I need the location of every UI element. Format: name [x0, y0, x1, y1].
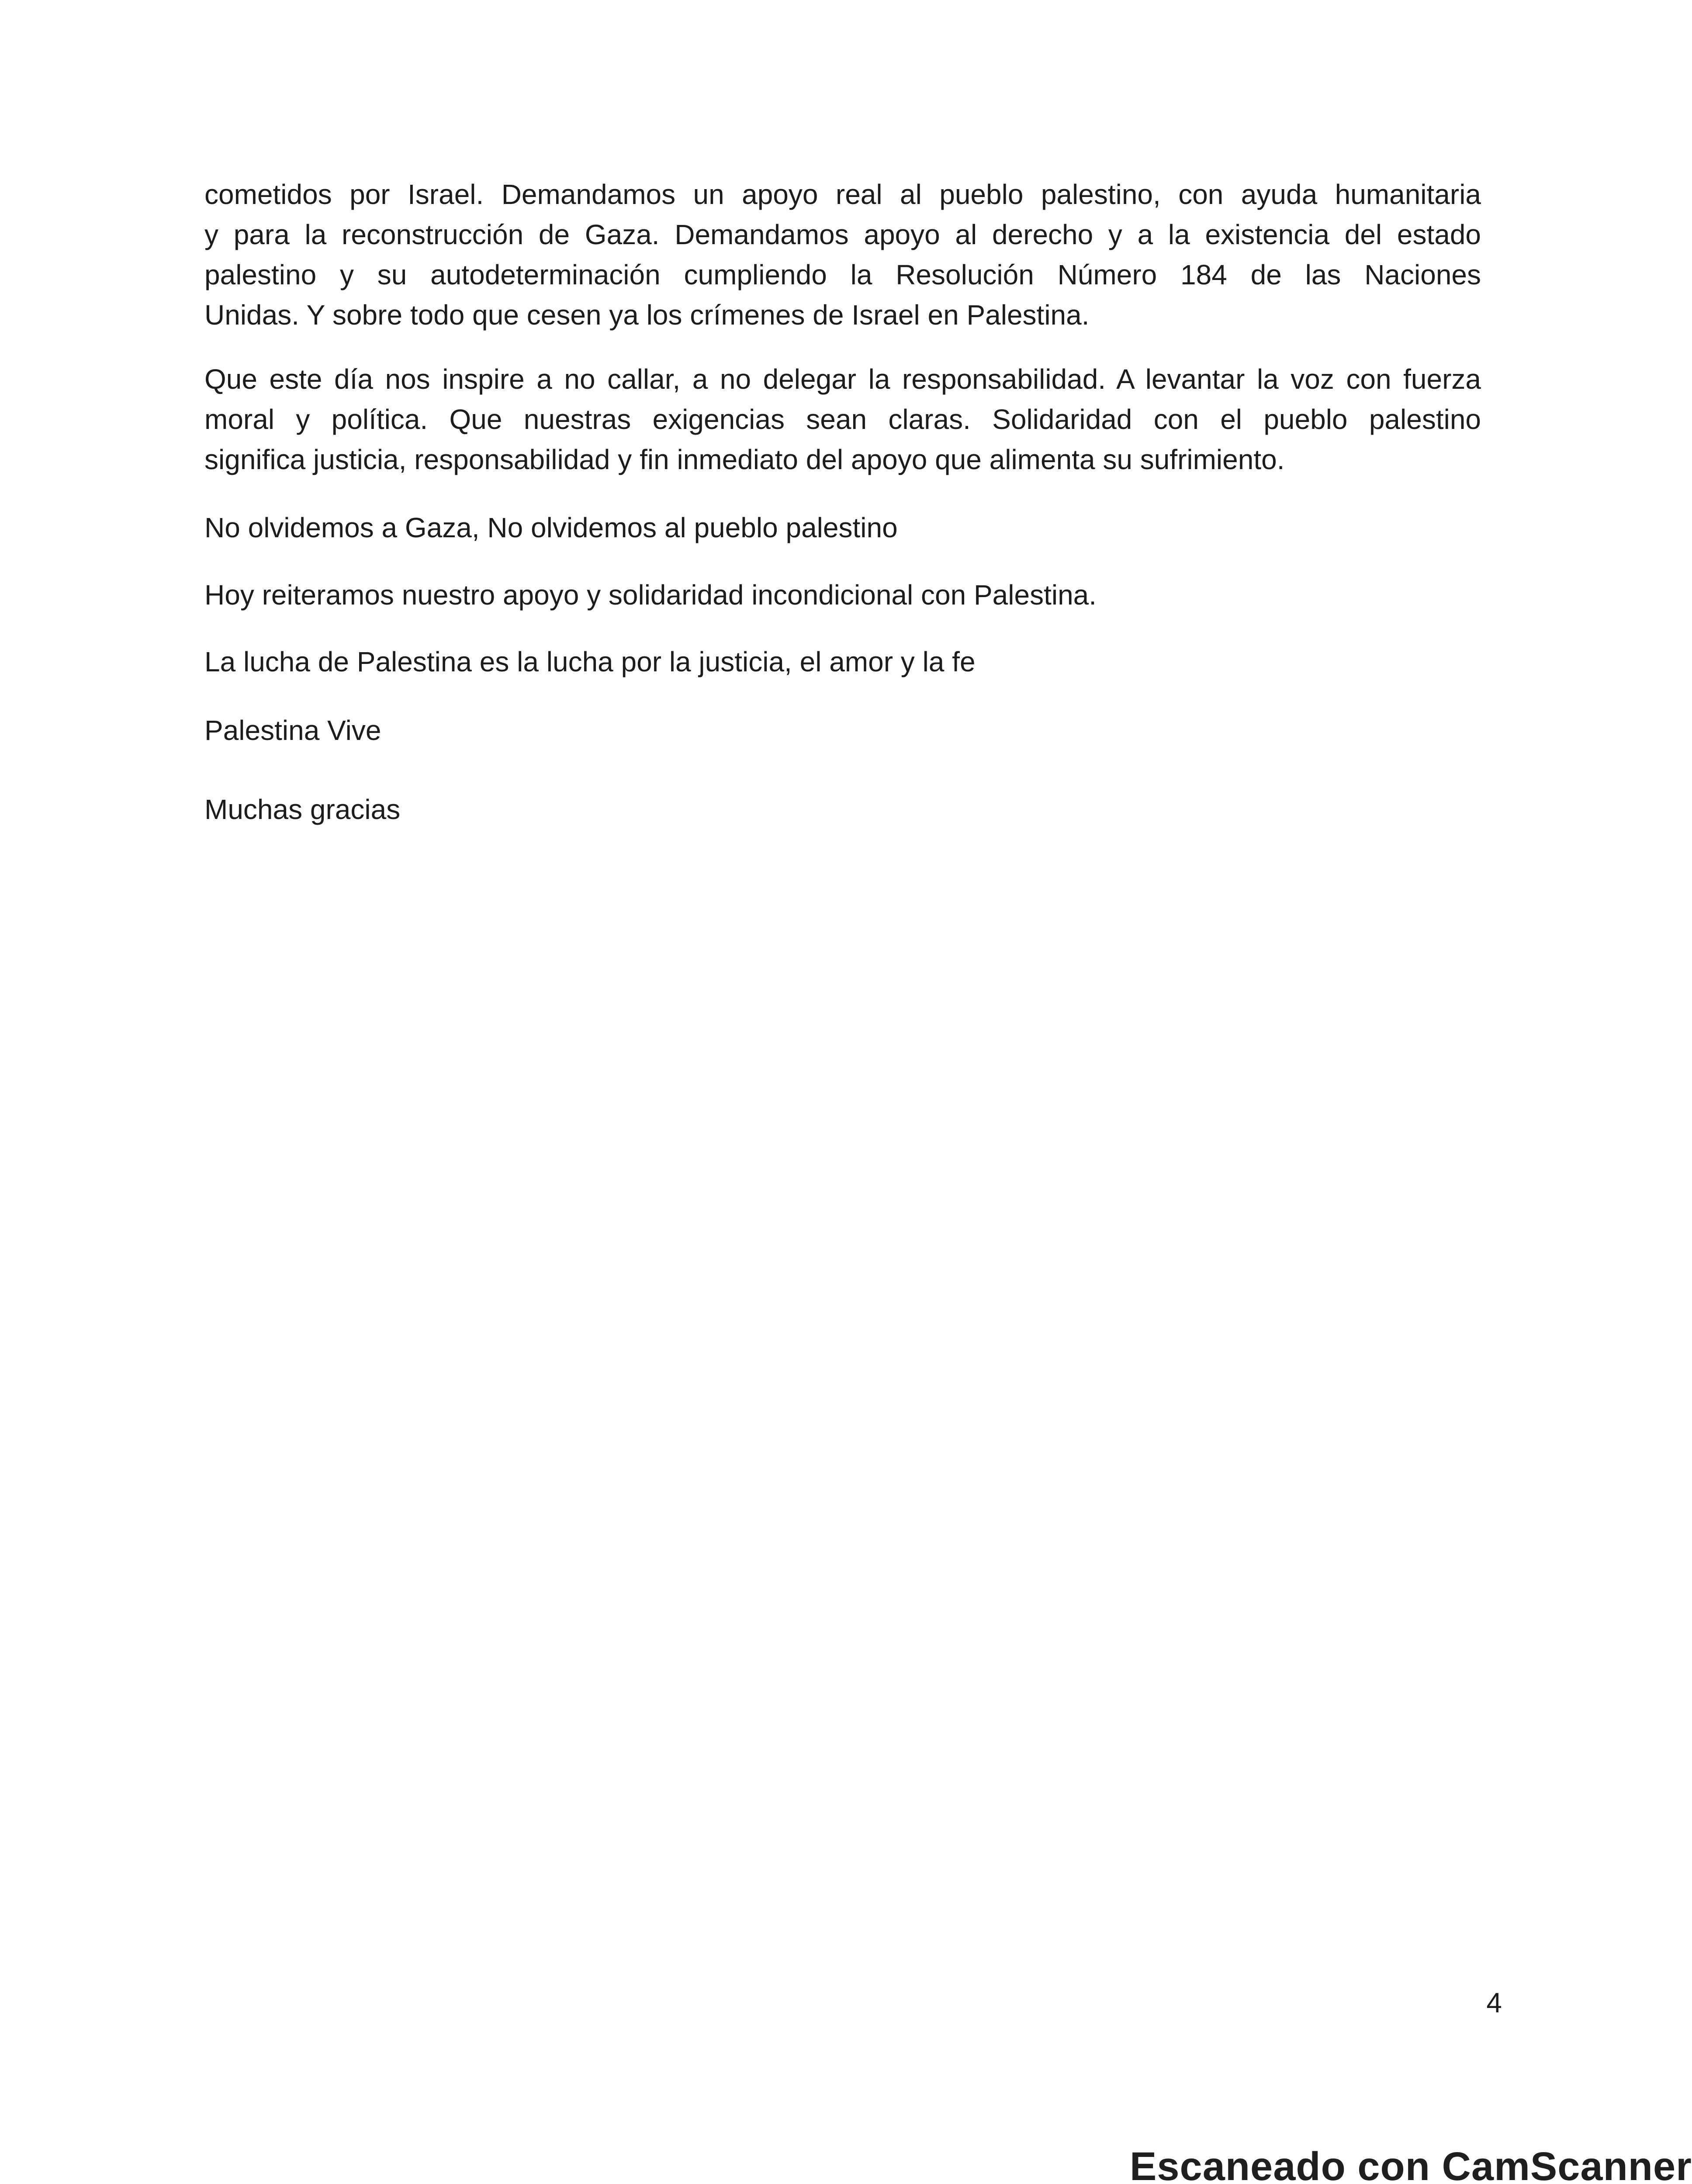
paragraph-1	[204, 174, 1481, 335]
text-line: No olvidemos a Gaza, No olvidemos al pueblo palestino	[204, 512, 898, 543]
line-la-lucha	[204, 642, 1481, 682]
camscanner-watermark-text: Escaneado con CamScanner	[1130, 2144, 1692, 2184]
text-line: La lucha de Palestina es la lucha por la justicia, el amor y la fe	[204, 646, 976, 677]
document-body	[204, 174, 1481, 829]
paragraph-2	[204, 359, 1481, 480]
text-line: moral y política. Que nuestras exigencias sean claras. Solidaridad con el pueblo palestino	[204, 404, 1481, 435]
line-hoy-reiteramos	[204, 575, 1481, 615]
line-no-olvidemos	[204, 508, 1481, 548]
text-line: Que este día nos inspire a no callar, a no delegar la responsabilidad. A levantar la voz con fuerza	[204, 363, 1481, 395]
text-line: cometidos por Israel. Demandamos un apoyo real al pueblo palestino, con ayuda humanitaria	[204, 179, 1481, 210]
text-line: Hoy reiteramos nuestro apoyo y solidaridad incondicional con Palestina.	[204, 579, 1097, 611]
text-line: Palestina Vive	[204, 715, 381, 746]
text-line: Unidas. Y sobre todo que cesen ya los crímenes de Israel en Palestina.	[204, 299, 1090, 331]
line-muchas-gracias	[204, 789, 1481, 829]
camscanner-watermark	[1130, 2144, 1692, 2184]
text-line: Muchas gracias	[204, 794, 401, 825]
text-line: significa justicia, responsabilidad y fin inmediato del apoyo que alimenta su sufrimiento.	[204, 444, 1285, 475]
page-number: 4	[1486, 1987, 1502, 2018]
text-line: palestino y su autodeterminación cumpliendo la Resolución Número 184 de las Naciones	[204, 259, 1481, 290]
line-palestina-vive	[204, 710, 1481, 750]
text-line: y para la reconstrucción de Gaza. Demandamos apoyo al derecho y a la existencia del estado	[204, 219, 1481, 250]
